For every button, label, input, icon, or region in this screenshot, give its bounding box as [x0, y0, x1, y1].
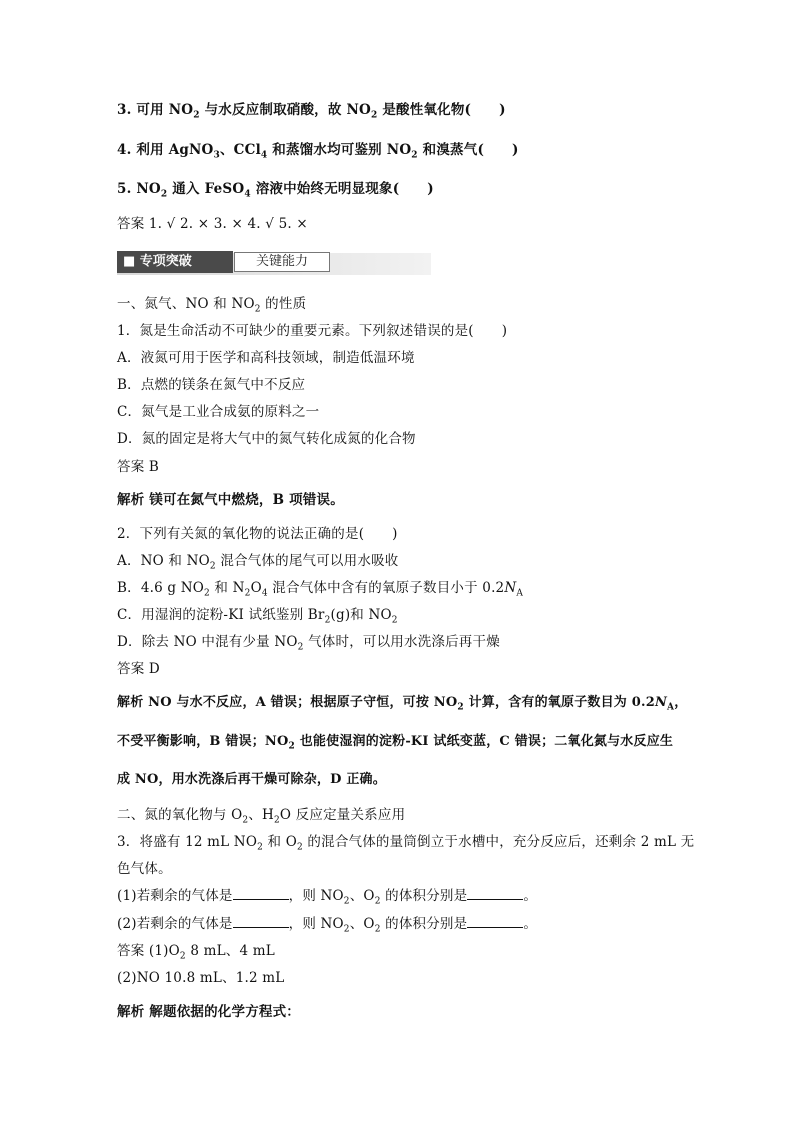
question-3-stem-line-1: 3．将盛有 12 mL $NO_2$ 和 $O_2$ 的混合气体的量筒倒立于水槽中，充分反应后，还剩余 2 mL 无: [117, 834, 695, 853]
answer-blank[interactable]: [233, 887, 289, 900]
section-heading-2: 二、氮的氧化物与 $O_2$、$H_2O$ 反应定量关系应用: [117, 807, 406, 826]
question-3-part-2: (2)若剩余的气体是 ，则 $NO_2$、$O_2$ 的体积分别是 。: [117, 916, 538, 935]
section-banner: [117, 251, 431, 277]
question-2-stem: 2．下列有关氮的氧化物的说法正确的是( ): [117, 526, 398, 542]
question-1-analysis: 解析 镁可在氮气中燃烧，B 项错误。: [117, 492, 344, 508]
question-2-option-b: B．4.6 g $NO_2$ 和 $N_2O_4$ 混合气体中含有的氧原子数目小于 $0.2N_A$: [117, 580, 524, 599]
question-3-part-1: (1)若剩余的气体是 ，则 $NO_2$、$O_2$ 的体积分别是 。: [117, 888, 538, 907]
answer-blank[interactable]: [233, 915, 289, 928]
question-1-answer: 答案 B: [117, 459, 160, 475]
question-2-analysis-line-2: 不受平衡影响，B 错误；$NO_2$ 也能使湿润的淀粉-KI 试纸变蓝，C 错误；二氧化氮与水反应生: [117, 734, 674, 752]
question-3-answer-2: (2)NO 10.8 mL、1.2 mL: [117, 970, 285, 986]
question-2-option-d: D．除去 NO 中混有少量 $NO_2$ 气体时，可以用水洗涤后再干燥: [117, 634, 500, 653]
question-1-stem: 1．氮是生命活动不可缺少的重要元素。下列叙述错误的是( ): [117, 323, 508, 339]
question-1-option-c: C．氮气是工业合成氨的原料之一: [117, 404, 320, 420]
question-2-analysis-line-3: 成 NO，用水洗涤后再干燥可除杂，D 正确。: [117, 772, 386, 787]
question-3-analysis: 解析 解题依据的化学方程式：: [117, 1004, 300, 1020]
judge-item-4: 4. 利用 AgNO$_3$、CCl$_4$ 和蒸馏水均可鉴别 $NO_2$ 和溴蒸气( ): [117, 142, 519, 161]
section-heading-1: 一、氮气、NO 和 $NO_2$ 的性质: [117, 296, 307, 315]
judge-item-3: 3. 可用 $NO_2$ 与水反应制取硝酸，故 $NO_2$ 是酸性氧化物( ): [117, 102, 506, 121]
judge-item-5: 5. $NO_2$ 通入 FeSO$_4$ 溶液中始终无明显现象( ): [117, 181, 434, 200]
answer-blank[interactable]: [467, 887, 523, 900]
judge-answer: 答案 1. √ 2. × 3. × 4. √ 5. ×: [117, 216, 308, 232]
question-1-option-d: D．氮的固定是将大气中的氮气转化成氮的化合物: [117, 431, 416, 447]
answer-blank[interactable]: [467, 915, 523, 928]
question-2-option-a: A．NO 和 $NO_2$ 混合气体的尾气可以用水吸收: [117, 553, 399, 572]
question-1-option-a: A．液氮可用于医学和高科技领域，制造低温环境: [117, 350, 415, 366]
banner-subtitle: 关键能力: [234, 252, 330, 272]
question-1-option-b: B．点燃的镁条在氮气中不反应: [117, 377, 306, 393]
question-2-answer: 答案 D: [117, 661, 160, 677]
question-3-stem-line-2: 色气体。: [117, 861, 172, 877]
question-2-analysis-line-1: 解析 NO 与水不反应，A 错误；根据原子守恒，可按 $NO_2$ 计算，含有的氧原子数目为 $0.2N_A$，: [117, 695, 688, 713]
banner-title: ■ 专项突破: [117, 251, 233, 273]
question-3-answer-1: 答案 $(1)O_2$ 8 mL、4 mL: [117, 943, 275, 962]
question-2-option-c: C．用湿润的淀粉-KI 试纸鉴别 $Br_2(g)$和 $NO_2$: [117, 607, 398, 626]
